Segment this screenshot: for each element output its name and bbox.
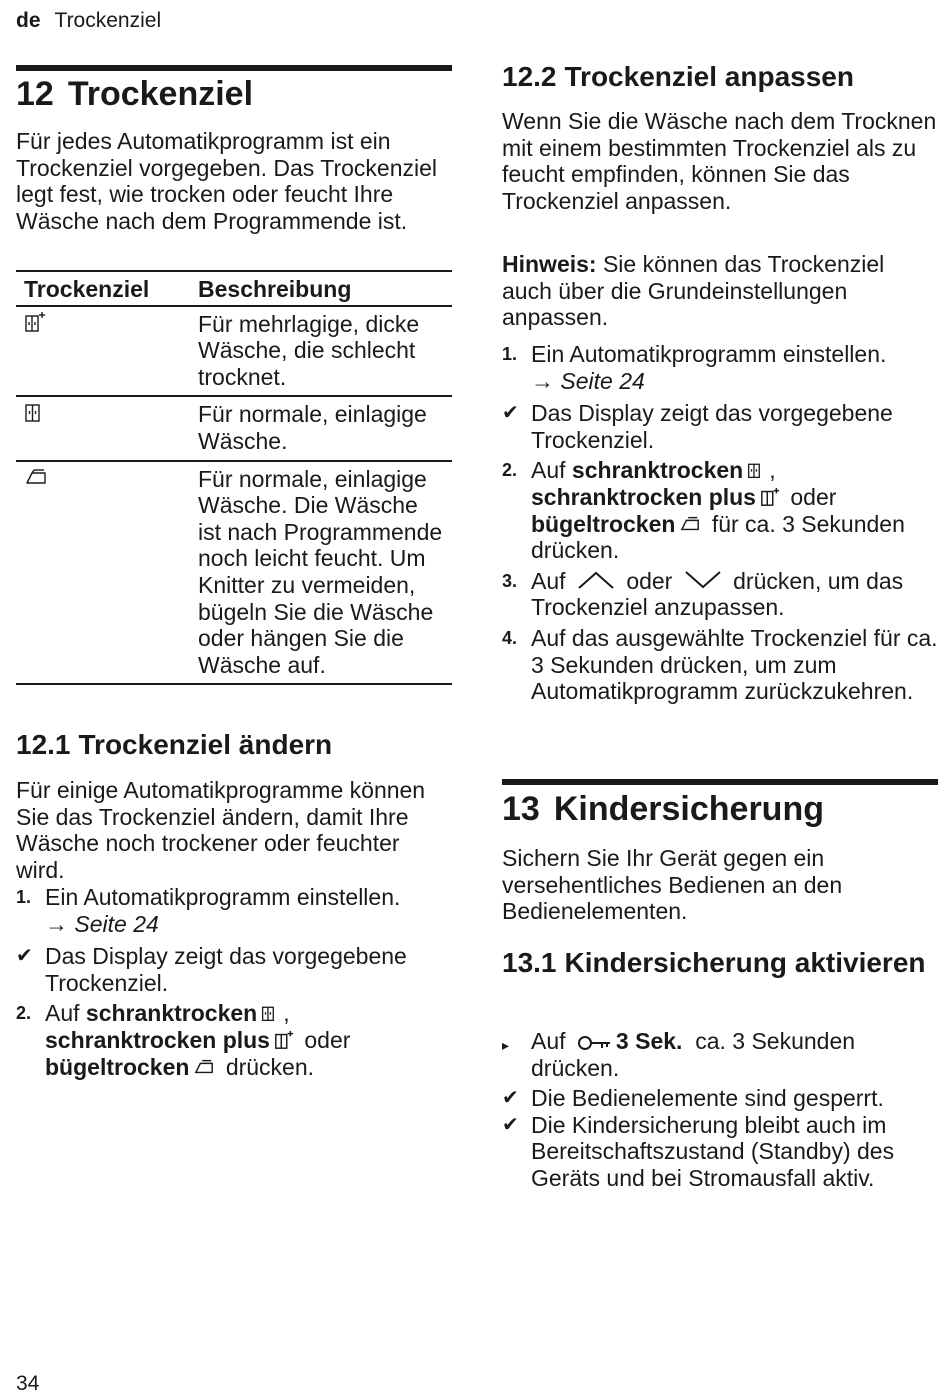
step-item: 1. Ein Automatikprogramm einstellen. → Seite 24 — [16, 884, 401, 937]
cupboard-dry-plus-icon — [24, 311, 46, 333]
bullet-triangle-icon: ▸ — [502, 1037, 510, 1053]
result-item: ✔ Das Display zeigt das vorgegebene Trockenziel. — [502, 400, 893, 453]
cupboard-dry-plus-icon — [274, 1030, 294, 1050]
table-cell-description: Für mehrlagige, dicke Wäsche, die schlecht trocknet. — [190, 306, 452, 397]
check-icon: ✔ — [502, 1087, 519, 1110]
section-12-intro: Für jedes Automatikprogramm ist ein Trockenziel vorgegeben. Das Trockenziel legt fest, wie trocken oder feucht Ihre Wäsche nach dem Programmende ist. — [16, 128, 438, 234]
section-13-1-steps — [502, 1028, 938, 1192]
note-label: Hinweis: — [502, 251, 597, 277]
cupboard-dry-icon — [261, 1003, 279, 1023]
step-number: 1. — [16, 887, 32, 907]
step-item: ▸ Auf 3 Sek. ca. 3 Sekunden drücken. — [502, 1028, 856, 1081]
cupboard-dry-icon — [24, 401, 46, 423]
step-number: 3. — [502, 570, 518, 591]
section-rule — [16, 65, 452, 71]
section-12-1-heading: 12.1 Trockenziel ändern — [16, 729, 333, 760]
page-reference-link[interactable]: → Seite 24 — [531, 367, 645, 394]
button-name-iron-dry: bügeltrocken — [531, 510, 676, 537]
step-item: 1. Ein Automatikprogramm einstellen. → Seite 24 — [502, 341, 887, 394]
step-number: 2. — [16, 1003, 32, 1024]
section-12-2-intro: Wenn Sie die Wäsche nach dem Trocknen mit einem bestimmten Trockenziel als zu feucht empfinden, können Sie das Trockenziel anpassen. — [502, 108, 937, 214]
step-number: 1. — [502, 344, 518, 364]
section-13-heading: 13 Kindersicherung — [502, 790, 824, 828]
button-name-cupboard-dry: schranktrocken — [571, 457, 744, 484]
running-header — [16, 9, 161, 33]
page-number: 34 — [16, 1372, 40, 1395]
section-12-1-intro: Für einige Automatikprogramme können Sie das Trockenziel ändern, damit Ihre Wäsche noch trockener oder feuchter wird. — [16, 777, 426, 883]
iron-dry-icon — [24, 466, 48, 488]
button-name-cupboard-dry: schranktrocken — [85, 1000, 258, 1027]
button-name-3-sec: 3 Sek. — [615, 1028, 683, 1054]
step-item: 4. Auf das ausgewählte Trockenziel für ca. 3 Sekunden drücken, um zum Automatikprogramm zurückzukehren. — [502, 624, 938, 705]
step-item: 2. Auf schranktrocken , schranktrocken plus oder bügeltrocken drücken. — [16, 1000, 351, 1080]
section-13-intro: Sichern Sie Ihr Gerät gegen ein versehentliches Bedienen an den Bedienelementen. — [502, 845, 843, 925]
page-reference-link[interactable]: → Seite 24 — [45, 910, 159, 937]
iron-dry-icon — [193, 1057, 215, 1077]
section-13-1-heading: 13.1 Kindersicherung aktivieren — [502, 947, 926, 978]
section-12-heading: 12 Trockenziel — [16, 75, 254, 113]
chevron-down-icon — [683, 569, 723, 591]
table-row — [16, 306, 452, 397]
header-title: Trockenziel — [54, 9, 162, 32]
cupboard-dry-plus-icon — [760, 487, 780, 507]
step-number: 4. — [502, 627, 518, 648]
result-item: ✔ Die Bedienelemente sind gesperrt. — [502, 1085, 884, 1112]
check-icon: ✔ — [502, 402, 519, 425]
button-name-iron-dry: bügeltrocken — [45, 1053, 190, 1080]
section-12-2-steps — [502, 341, 938, 705]
check-icon: ✔ — [502, 1113, 519, 1136]
drying-target-table — [16, 270, 452, 685]
step-number: 2. — [502, 460, 518, 481]
language-code: de — [16, 9, 41, 32]
table-cell-description: Für normale, einlagige Wäsche. Die Wäsche ist nach Programmende noch leicht feucht. Um Knitter zu vermeiden, bügeln Sie die Wäsche oder hängen Sie die Wäsche auf. — [190, 461, 452, 685]
note: Hinweis: Sie können das Trockenziel auch über die Grundeinstellungen anpassen. — [502, 251, 885, 331]
button-name-cupboard-dry-plus: schranktrocken plus — [531, 483, 756, 510]
step-item: 2. Auf schranktrocken , schranktrocken plus oder bügeltrocken für ca. 3 Sekunden drücken. — [502, 457, 905, 564]
result-item: ✔ Die Kindersicherung bleibt auch im Bereitschaftszustand (Standby) des Geräts und bei Stromausfall aktiv. — [502, 1111, 895, 1191]
result-item: ✔ Das Display zeigt das vorgegebene Trockenziel. — [16, 943, 407, 996]
button-name-cupboard-dry-plus: schranktrocken plus — [45, 1026, 270, 1053]
section-12-2-heading: 12.2 Trockenziel anpassen — [502, 61, 854, 92]
key-icon — [576, 1035, 612, 1051]
iron-dry-icon — [679, 514, 701, 534]
step-item: 3. Auf oder drücken, um das Trockenziel anzupassen. — [502, 567, 904, 621]
cupboard-dry-icon — [747, 460, 765, 480]
table-cell-description: Für normale, einlagige Wäsche. — [190, 396, 452, 460]
section-rule — [502, 779, 938, 785]
table-header-target: Trockenziel — [16, 271, 190, 306]
section-12 — [16, 75, 452, 113]
chevron-up-icon — [576, 569, 616, 591]
table-header-description: Beschreibung — [190, 271, 452, 306]
check-icon: ✔ — [16, 945, 33, 968]
table-row — [16, 396, 452, 460]
table-row — [16, 461, 452, 685]
section-12-1-steps — [16, 884, 452, 1080]
